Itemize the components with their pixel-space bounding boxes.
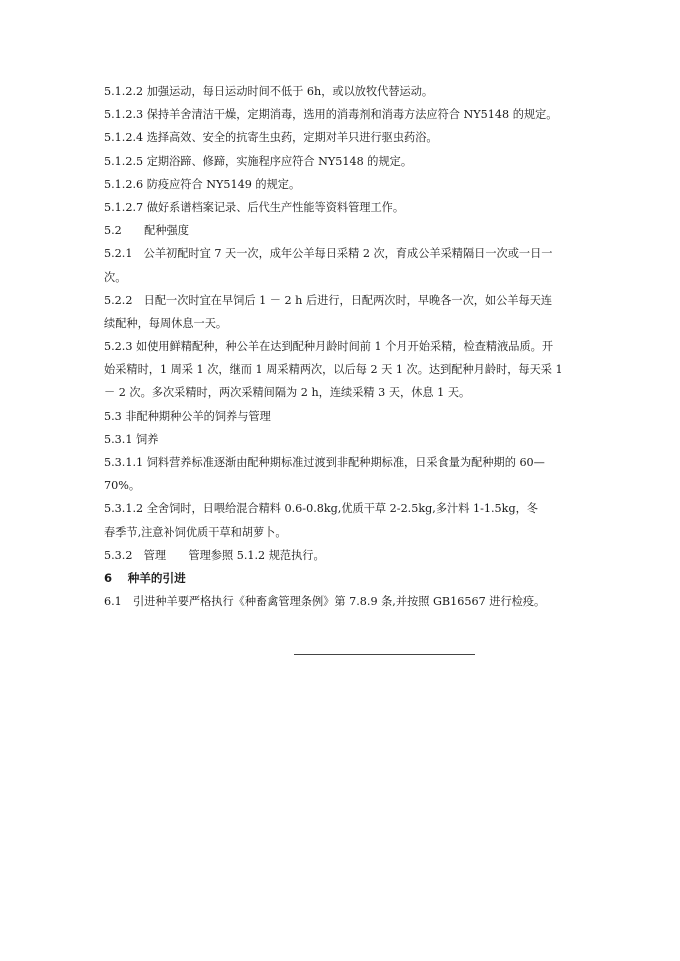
clause-5-1-2-7: 5.1.2.7 做好系谱档案记录、后代生产性能等资料管理工作。 — [104, 200, 405, 214]
clause-5-1-2-5: 5.1.2.5 定期浴蹄、修蹄，实施程序应符合 NY5148 的规定。 — [104, 154, 413, 168]
section-5-3-title: 5.3 非配种期种公羊的饲养与管理 — [104, 409, 271, 423]
clause-5-2-1-line-1: 5.2.1 公羊初配时宜 7 天一次，成年公羊每日采精 2 次，育成公羊采精隔日一次或一日一 — [104, 247, 553, 261]
clause-5-2-1-line-2: 次。 — [104, 270, 127, 284]
clause-5-2-2-line-2: 续配种，每周休息一天。 — [104, 316, 228, 330]
clause-5-1-2-2: 5.1.2.2 加强运动，每日运动时间不低于 6h，或以放牧代替运动。 — [104, 85, 434, 98]
clause-5-3-1-1-line-2: 70%。 — [104, 479, 141, 493]
section-5-3-1-title: 5.3.1 饲养 — [104, 432, 159, 446]
clause-5-3-1-1-line-1: 5.3.1.1 饲料营养标准逐渐由配种期标准过渡到非配种期标准，日采食量为配种期的 60— — [104, 456, 545, 469]
clause-5-2-3-line-1: 5.2.3 如使用鲜精配种，种公羊在达到配种月龄时间前 1 个月开始采精，检查精液品质。开 — [104, 340, 554, 354]
clause-5-2-3-line-2: 始采精时，1 周采 1 次，继而 1 周采精两次，以后每 2 天 1 次。达到配种月龄时，每天采 1 — [104, 363, 563, 377]
clause-5-3-1-2-line-2: 春季节,注意补饲优质干草和胡萝卜。 — [104, 525, 287, 539]
clause-5-2-2-line-1: 5.2.2 日配一次时宜在早饲后 1 － 2 h 后进行，日配两次时，早晚各一次，如公羊每天连 — [104, 293, 553, 307]
clause-5-1-2-4: 5.1.2.4 选择高效、安全的抗寄生虫药，定期对羊只进行驱虫药浴。 — [104, 131, 438, 145]
clause-5-1-2-3: 5.1.2.3 保持羊舍清洁干燥，定期消毒，选用的消毒剂和消毒方法应符合 NY5148 的规定。 — [104, 108, 558, 122]
clause-6-1: 6.1 引进种羊要严格执行《种畜禽管理条例》第 7.8.9 条,并按照 GB16567 进行检疫。 — [104, 595, 546, 609]
clause-5-3-2: 5.3.2 管理 管理参照 5.1.2 规范执行。 — [104, 548, 325, 562]
clause-5-3-1-2-line-1: 5.3.1.2 全舍饲时，日喂给混合精料 0.6-0.8kg,优质干草 2-2.5kg,多汁料 1-1.5kg，冬 — [104, 502, 538, 516]
clause-5-2-3-line-3: － 2 次。多次采精时，两次采精间隔为 2 h，连续采精 3 天，休息 1 天。 — [104, 386, 471, 400]
end-of-document-rule — [294, 654, 475, 655]
clause-5-1-2-6: 5.1.2.6 防疫应符合 NY5149 的规定。 — [104, 177, 301, 191]
section-6-heading: 6 种羊的引进 — [104, 570, 186, 585]
section-5-2-title: 5.2 配种强度 — [104, 224, 189, 238]
document-body — [104, 80, 592, 613]
